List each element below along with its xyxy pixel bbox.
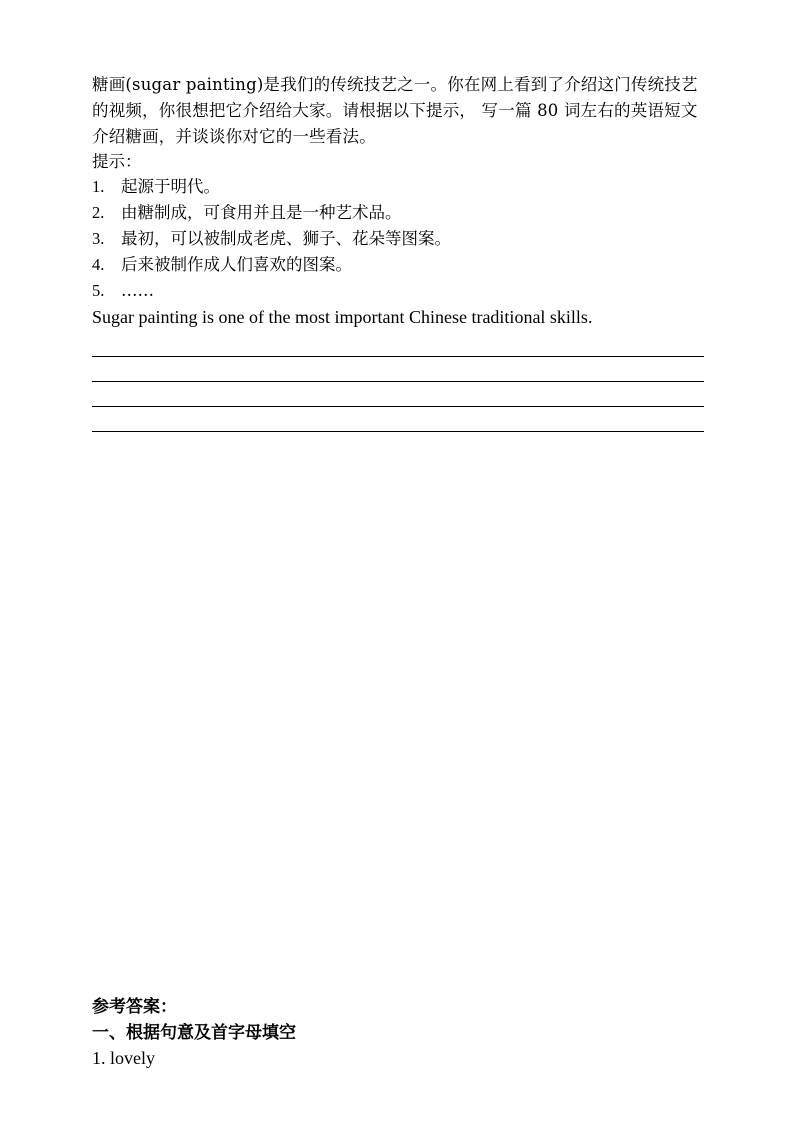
hint-text: 由糖制成，可食用并且是一种艺术品。 (121, 203, 402, 222)
hint-number: 3. (92, 229, 105, 248)
starter-sentence: Sugar painting is one of the most important Chinese traditional skills. (92, 307, 593, 327)
hint-item (92, 226, 708, 252)
hint-number: 2. (92, 203, 105, 222)
hint-item (92, 174, 708, 200)
hint-text: …… (121, 281, 154, 300)
hint-text: 起源于明代。 (121, 177, 220, 196)
writing-lines (92, 332, 708, 432)
writing-task (92, 72, 708, 432)
hints-list (92, 174, 708, 304)
hints-title: 提示： (92, 152, 142, 171)
answer-section-title: 一、根据句意及首字母填空 (92, 1023, 296, 1043)
hint-text: 后来被制作成人们喜欢的图案。 (121, 255, 352, 274)
writing-line (92, 382, 704, 407)
hint-number: 1. (92, 177, 105, 196)
answer-item: 1. lovely (92, 1048, 155, 1068)
writing-line (92, 407, 704, 432)
hint-item (92, 278, 708, 304)
answer-key (92, 994, 708, 1070)
hint-item (92, 200, 708, 226)
hint-text: 最初，可以被制成老虎、狮子、花朵等图案。 (121, 229, 451, 248)
task-prompt: 糖画(sugar painting)是我们的传统技艺之一。你在网上看到了介绍这门传统技艺的视频，你很想把它介绍给大家。请根据以下提示， 写一篇 80 词左右的英语短文介绍糖画，并谈谈你对它的一些看法。 (92, 75, 698, 146)
writing-line (92, 357, 704, 382)
hint-item (92, 252, 708, 278)
writing-line (92, 332, 704, 357)
answer-key-heading: 参考答案： (92, 997, 177, 1017)
hint-number: 5. (92, 281, 105, 300)
hint-number: 4. (92, 255, 105, 274)
